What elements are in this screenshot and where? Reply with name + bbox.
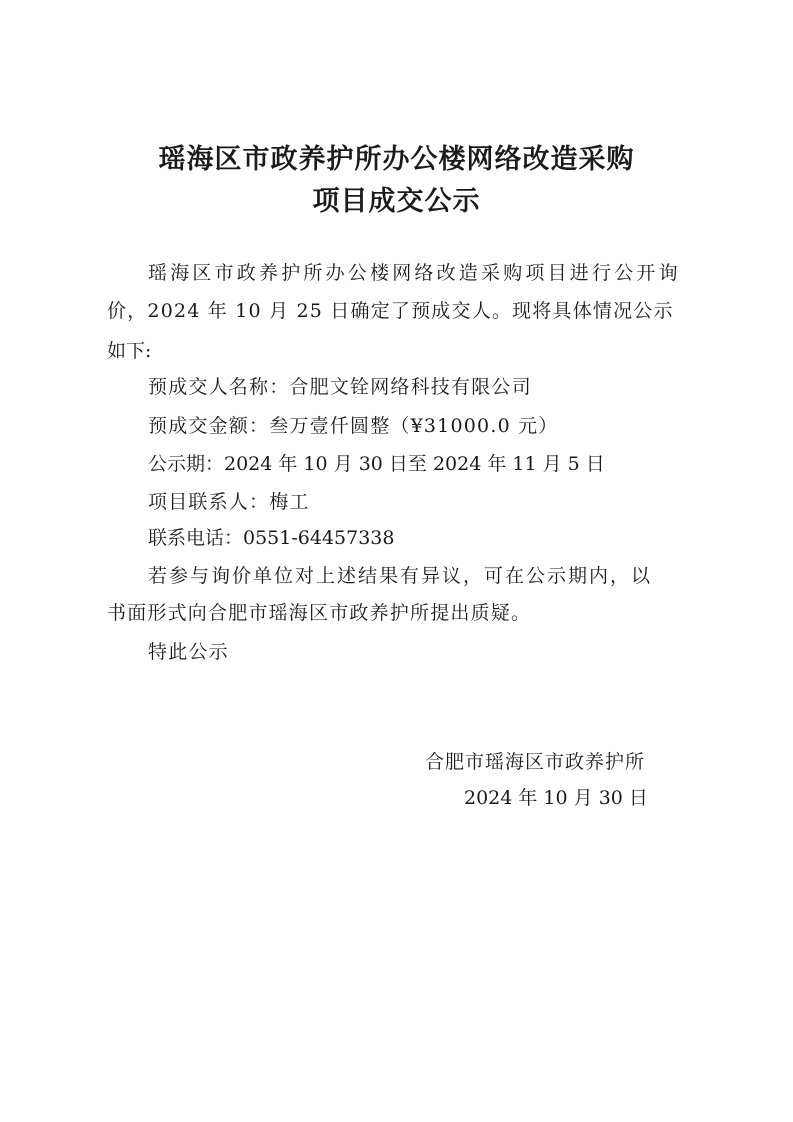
document-title-line-2: 项目成交公示 [312,186,481,217]
contact-phone-field: 联系电话：0551-64457338 [148,527,395,549]
project-contact-field: 项目联系人：梅工 [148,491,310,513]
signature-date: 2024 年 10 月 30 日 [464,787,648,809]
document-title-line-1: 瑶海区市政养护所办公楼网络改造采购 [158,144,635,175]
intro-paragraph-line-3: 如下: [107,340,152,362]
objection-paragraph-line-2: 书面形式向合肥市瑶海区市政养护所提出质疑。 [107,602,532,624]
intro-paragraph-line-1: 瑶海区市政养护所办公楼网络改造采购项目进行公开询 [148,262,681,284]
publicity-period-field: 公示期：2024 年 10 月 30 日至 2024 年 11 月 5 日 [148,453,605,475]
intro-paragraph-line-2: 价，2024 年 10 月 25 日确定了预成交人。现将具体情况公示 [107,300,674,322]
award-amount-field: 预成交金额：叁万壹仟圆整（¥31000.0 元） [148,415,559,437]
signature-organization: 合肥市瑶海区市政养护所 [425,751,646,773]
closing-statement: 特此公示 [148,641,229,663]
winner-name-field: 预成交人名称：合肥文铨网络科技有限公司 [148,376,532,398]
objection-paragraph-line-1: 若参与询价单位对上述结果有异议，可在公示期内，以 [148,565,653,587]
